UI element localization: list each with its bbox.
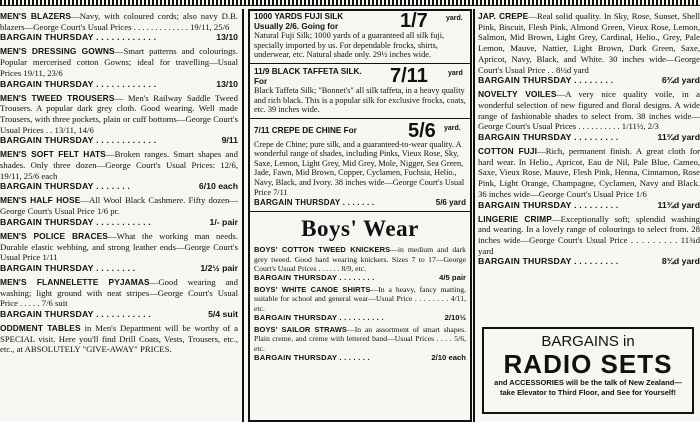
bargain-line: BARGAIN THURSDAY . . . . . . . . . . . . 13/10 bbox=[0, 32, 238, 43]
bargain-price: 11¾d yard bbox=[657, 199, 700, 210]
item-body: —Real solid quality. In Sky, Rose, Sunset, Shell Pink, Biscuit, Flesh Pink, Almond Green, Vieux Rose, Lemon, Salmon, Mid Brown, Light Grey, Cardinal, Helio., Grey, Pale Lemon, Mauve, Nattier, Light Brown, Dark Green, Saxe, Apricot, Navy, Black, and White. 30 inches wide—George Court's Usual Price . . 8½d yard bbox=[478, 11, 700, 75]
silk-price: 7/11 bbox=[390, 64, 428, 87]
column-mens bbox=[0, 9, 238, 422]
item-heading: JAP. CREPE bbox=[478, 11, 529, 21]
column-fabrics bbox=[478, 9, 700, 422]
bargain-line: BARGAIN THURSDAY . . . . . . . . 6¾d yard bbox=[478, 75, 700, 86]
list-item bbox=[478, 89, 700, 143]
bargain-line: BARGAIN THURSDAY . . . . . . . 6/10 each bbox=[0, 181, 238, 192]
silk-ad bbox=[250, 66, 470, 116]
silk-title: 11/9 BLACK TAFFETA SILK. For bbox=[254, 66, 362, 86]
item-body: —In a heavy, fancy matting, suitable for school and general wear—Usual Price . . . . . . . . 4/11, etc. bbox=[254, 284, 466, 313]
bargain-line: BARGAIN THURSDAY . . . . . . . . . . . . 13/10 bbox=[0, 78, 238, 89]
silk-ad bbox=[250, 11, 470, 61]
item-heading: ODDMENT TABLES bbox=[0, 323, 81, 334]
bargain-line: BARGAIN THURSDAY . . . . . . . . . . . 1/- pair bbox=[0, 216, 238, 227]
item-body: —Broken ranges. Smart shapes and shades. Only three dozen—George Court's Usual Prices: 12/6, 19/11, 25/6 each bbox=[0, 149, 238, 181]
item-heading: MEN'S HALF HOSE bbox=[0, 195, 81, 206]
list-item bbox=[478, 11, 700, 86]
bargain-price: 1/2½ pair bbox=[200, 262, 238, 273]
list-item bbox=[0, 46, 238, 89]
silk-unit: yard. bbox=[446, 15, 463, 22]
radio-ad-line1: BARGAINS in bbox=[541, 333, 635, 350]
item-heading: MEN'S BLAZERS bbox=[0, 11, 72, 21]
silk-title: 1000 YARDS FUJI SILK Usually 2/6. Going for bbox=[254, 12, 344, 31]
bargain-price: 4/5 pair bbox=[439, 273, 466, 283]
bargain-line: BARGAIN THURSDAY . . . . . . . . . 11¾d yard bbox=[478, 199, 700, 210]
silk-body: Black Taffeta Silk; "Bonnet's" all silk taffeta, in a heavy quality and rich black. This is a popular silk for exclusive frocks, coats, etc. 39 inches wide. bbox=[254, 86, 466, 115]
bargain-price: 5/4 suit bbox=[208, 309, 238, 320]
list-item bbox=[0, 149, 238, 192]
bargain-price: 11¾d yard bbox=[657, 132, 700, 143]
silk-body: Natural Fuji Silk; 1000 yards of a guaranteed all silk fuji, specially imported by us. For dependable frocks, shirts, underwear, etc. Natural shade only. 29½ inches wide. bbox=[254, 31, 445, 60]
list-item bbox=[478, 146, 700, 211]
item-body: — Men's Railway Saddle Tweed Trousers. A popular dark grey cloth. Good wearing. Well made Trousers, with three pockets, plain or cuff bottoms—George Court's Usual Prices . . 13/11, 14/6 bbox=[0, 92, 238, 135]
item-heading: MEN'S TWEED TROUSERS bbox=[0, 92, 115, 103]
item-body: —A very nice quality voile, in a wonderful selection of new figured and floral designs. A wide range of fashionable shades to select from. 38 inches wide—George Court's Usual Prices . . . . . . . . . . 1/11½, 2/3 bbox=[478, 89, 700, 132]
divider bbox=[250, 63, 470, 64]
item-heading: BOYS' WHITE CANOE SHIRTS bbox=[254, 284, 371, 294]
bargain-line: BARGAIN THURSDAY . . . . . . . . . . 2/10½ bbox=[254, 313, 466, 323]
bargain-line: BARGAIN THURSDAY . . . . . . . 2/10 each bbox=[254, 352, 466, 362]
bargain-line: BARGAIN THURSDAY . . . . . . . . 1/2½ pair bbox=[0, 262, 238, 273]
bargain-line: BARGAIN THURSDAY . . . . . . . . . 11¾d yard bbox=[478, 132, 700, 143]
bargain-line: BARGAIN THURSDAY . . . . . . . 5/6 yard bbox=[254, 198, 466, 208]
divider bbox=[250, 211, 470, 212]
item-body: —Navy, with coloured cords; also navy D.B. blazers—George Court's Usual Prices . . . . . . . . . . . . . 19/11, 25/6 bbox=[0, 11, 238, 32]
boys-wear-section bbox=[250, 216, 470, 362]
item-body: —in medium and dark grey tweed. Good hard wearing knickers. Sizes 7 to 17—George Court's Usual Prices . . . . . . 8/9, etc. bbox=[254, 245, 466, 273]
list-item bbox=[0, 11, 238, 43]
item-heading: MEN'S SOFT FELT HATS bbox=[0, 149, 106, 160]
bargain-price: 9/11 bbox=[221, 135, 238, 146]
bargain-line: BARGAIN THURSDAY . . . . . . . . . 8¾d yard bbox=[478, 256, 700, 267]
silk-unit: yard bbox=[448, 69, 463, 77]
list-item bbox=[0, 231, 238, 274]
item-body: —Good wearing and washing; light ground with neat stripes—George Court's Usual Price . . . . . 7/6 suit bbox=[0, 276, 238, 309]
silk-price: 1/7 bbox=[400, 10, 428, 32]
item-heading: MEN'S DRESSING GOWNS bbox=[0, 46, 115, 57]
item-body: —Smart patterns and colourings. Popular mercerised cotton Gowns; ideal for travelling—Usual Prices 19/11, 23/6 bbox=[0, 46, 238, 78]
bargain-price: 2/10 each bbox=[431, 352, 466, 362]
column-divider bbox=[473, 9, 475, 422]
item-heading: BOYS' COTTON TWEED KNICKERS bbox=[254, 245, 391, 255]
bargain-price: 13/10 bbox=[216, 32, 238, 43]
bargain-price: 6¾d yard bbox=[661, 75, 700, 86]
item-heading: MEN'S FLANNELETTE PYJAMAS bbox=[0, 276, 150, 287]
divider bbox=[250, 118, 470, 119]
bargain-price: 1/- pair bbox=[209, 216, 238, 227]
bargain-price: 8¾d yard bbox=[661, 256, 700, 267]
item-body: —Exceptionally soft; splendid washing and wearing. In a lovely range of colourings to select from. 28 inches wide—George Court's Usual Price . . . . . . . . . 11¾d yard bbox=[478, 213, 700, 256]
bargain-price: 2/10½ bbox=[444, 313, 466, 323]
bargain-line: BARGAIN THURSDAY . . . . . . . . . . . . 9/11 bbox=[0, 135, 238, 146]
top-border bbox=[0, 0, 700, 6]
radio-ad-body: and ACCESSORIES will be the talk of New Zealand—take Elevator to Third Floor, and See for Yourself! bbox=[494, 378, 682, 397]
list-item bbox=[0, 195, 238, 227]
list-item bbox=[0, 93, 238, 147]
list-item bbox=[478, 214, 700, 268]
item-heading: NOVELTY VOILES bbox=[478, 89, 557, 100]
item-heading: COTTON FUJI bbox=[478, 146, 538, 157]
bargain-price: 5/6 yard bbox=[435, 198, 466, 208]
bargain-line: BARGAIN THURSDAY . . . . . . . . . . . 5/4 suit bbox=[0, 309, 238, 320]
bargain-price: 13/10 bbox=[216, 78, 238, 89]
item-body: —What the working man needs. Durable elastic webbing, and strong leather ends—George Court's Usual Price 1/11 bbox=[0, 230, 238, 263]
bargain-price: 6/10 each bbox=[198, 181, 238, 192]
item-body: —In an assortment of smart shapes. Plain creme, and creme with lettered band—Usual Prices . . . . 5/6, etc. bbox=[254, 324, 466, 353]
silk-body: Crepe de Chine; pure silk, and a guaranteed-to-wear quality. A wonderful range of shades, including Pinks, Vieux Rose, Sky, Saxe, Lemon, Light Grey, Mid Grey, Mole, Nigger, Sea Green, Jade, Fawn, Mid Brown, Copper, Cyclamen, Fuchsia, Helio., Navy, Black, and Ivory. 38 inches wide—George Court's Usual Price 7/11 bbox=[254, 139, 465, 197]
silk-title: 7/11 CREPE DE CHINE For bbox=[254, 125, 357, 135]
silk-ad bbox=[250, 121, 470, 209]
bargain-line: BARGAIN THURSDAY . . . . . . . . 4/5 pair bbox=[254, 273, 466, 283]
item-heading: BOYS' SAILOR STRAWS bbox=[254, 324, 348, 334]
column-divider bbox=[242, 9, 244, 422]
list-item bbox=[0, 323, 238, 355]
item-heading: LINGERIE CRIMP bbox=[478, 213, 552, 224]
list-item bbox=[254, 245, 466, 283]
boys-wear-title: Boys' Wear bbox=[301, 216, 419, 242]
item-body: —All Wool Black Cashmere. Fifty dozen—George Court's Usual Price 1/6 pr. bbox=[0, 195, 238, 217]
silk-unit: yard. bbox=[444, 124, 461, 132]
item-body: —Rich, permanent finish. A great cloth for hard wear. In Helio., Apricot, Eau de Nil, Pale Blue, Cameo, Saxe, Vieux Rose, Mauve, Flesh Pink, Henna, Cinnamon, Rose Pink, Light Orange, Champagne, Cyclamen, Navy and Black. 36 inches wide—George Court's Usual Price 1/6 bbox=[478, 146, 700, 199]
list-item bbox=[254, 285, 466, 323]
radio-ad-headline: RADIO SETS bbox=[503, 349, 673, 379]
item-heading: MEN'S POLICE BRACES bbox=[0, 230, 108, 241]
silk-price: 5/6 bbox=[408, 119, 436, 142]
list-item bbox=[254, 325, 466, 363]
radio-sets-ad bbox=[482, 327, 694, 414]
column-silks-boys bbox=[248, 9, 472, 422]
item-body: in Men's Department will be worthy of a SPECIAL visit. Here you'll find Drill Coats, Vests, Trousers, etc., etc., at ABSOLUTELY "GIVE-AWAY" PRICES. bbox=[0, 323, 238, 355]
list-item bbox=[0, 277, 238, 320]
